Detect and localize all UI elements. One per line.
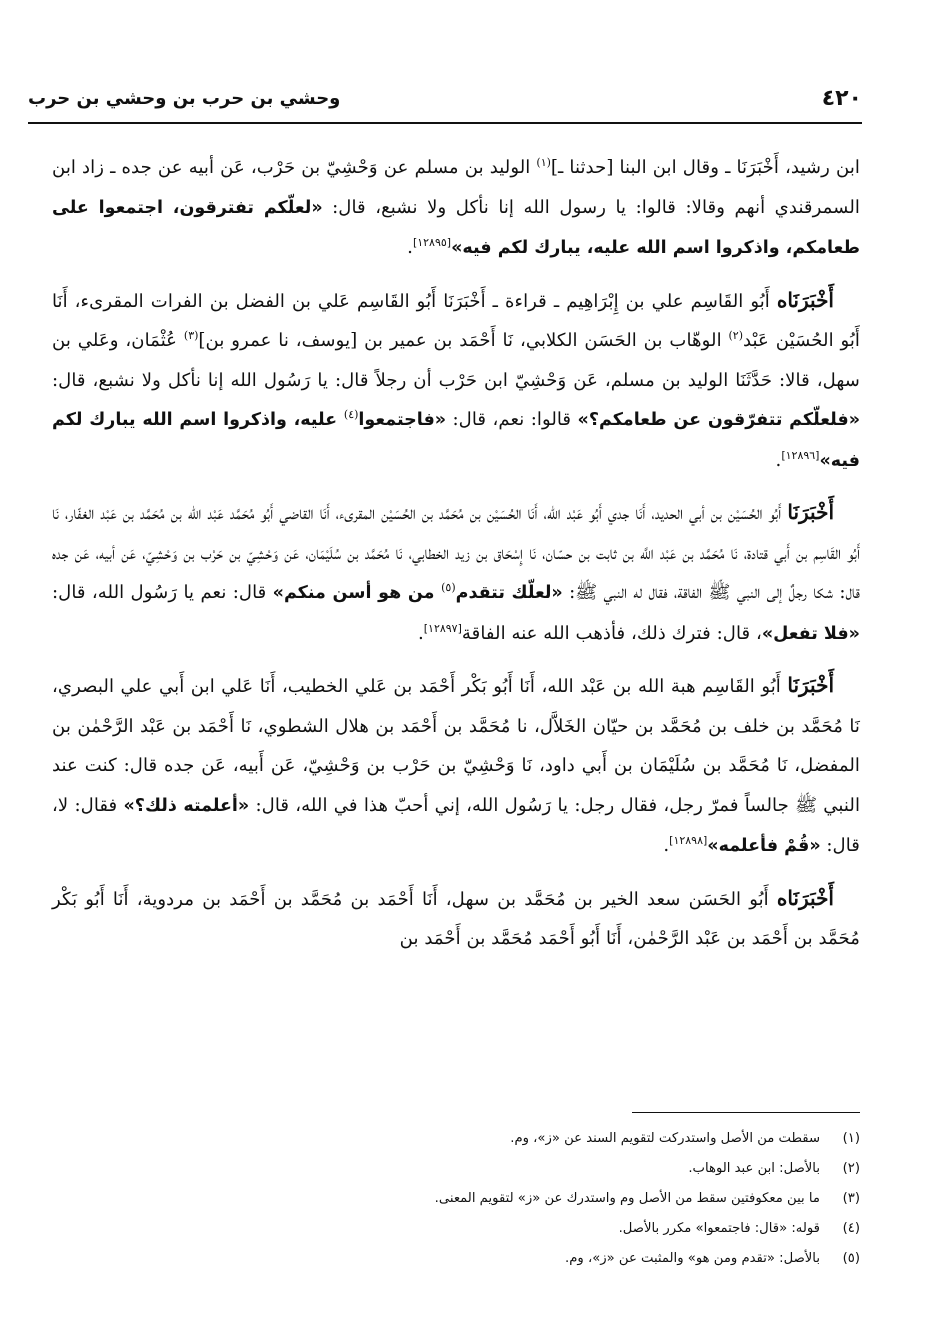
paragraph — [52, 666, 860, 867]
reference-number: [١٢٨٩٨] — [669, 833, 708, 847]
paragraph-text: الوليد بن مسلم عن وَحْشِيّ بن حَرْب، عَن أبيه عن جده ـ زاد ابن السمرقندي أنهم وقالا: قالوا: يا رسول الله إنا نأكل ولا نشبع، قال: — [52, 157, 860, 218]
footnote-marker: (١) — [536, 155, 551, 169]
footnote-text: سقطت من الأصل واستدركت لتقويم السند عن «ز»، وم. — [510, 1131, 820, 1146]
bold-quote: «لعلّك تتقدم — [455, 583, 563, 603]
paragraph — [52, 879, 860, 959]
paragraph-text: أَبُو القَاسِم هبة الله بن عَبْد الله، أَنَا أَبُو بَكْر أَحْمَد بن عَلي الخطيب، أَنَا عَلي ابن أَبي علي البصري، نَا مُحَمَّد بن خلف بن مُحَمَّد بن حيّان الخَلاَّل، نا مُحَمَّد بن أَحْمَد بن هلال الشطوي، نَا أَحْمَد بن عَبْد الرَّحْمٰن بن المفضل، نَا مُحَمَّد بن سُلَيْمَان بن أَبي داود، نَا وَحْشِيّ بن حَرْب بن وَحْشِيّ، عَن أَبيه، عَن جده قال: كنت عند النبي ﷺ جالساً فمرّ رجل، فقال رجل: يا رَسُول الله، إني أحبّ هذا في الله، قال: — [52, 676, 861, 816]
footnote-divider — [632, 1112, 860, 1113]
footnote-marker: (٣) — [183, 328, 199, 342]
paragraph — [52, 148, 860, 269]
paragraph — [52, 493, 860, 654]
footnote-number: (٢) — [842, 1161, 860, 1176]
bold-quote: «فاجتمعوا — [358, 410, 447, 430]
paragraph-text: . — [663, 835, 670, 856]
footnote-item — [200, 1184, 860, 1214]
footnote-item — [200, 1244, 860, 1274]
paragraph-text: قالوا: نعم، قال: — [446, 409, 578, 430]
bold-quote: من هو أسن منكم» — [272, 583, 442, 603]
running-title: وحشي بن حرب بن وحشي بن حرب — [28, 88, 341, 109]
main-text — [52, 148, 860, 959]
footnote-marker: (٤) — [343, 407, 359, 421]
reference-number: [١٢٨٩٦] — [781, 448, 820, 462]
paragraph-text: فقال: لا، قال: — [52, 794, 860, 856]
footnote-number: (٣) — [842, 1191, 860, 1206]
paragraph-text: . — [417, 622, 424, 644]
footnote-text: بالأصل: «تقدم ومن هو» والمثبت عن «ز»، وم. — [565, 1251, 820, 1266]
footnote-item — [200, 1124, 860, 1154]
bold-quote: «فلعلّكم تتفرّقون عن طعامكم؟» — [577, 410, 860, 430]
footnotes — [200, 1124, 860, 1274]
page-number: ٤٢٠ — [821, 86, 862, 111]
paragraph-text: أَبُو القَاسِم علي بن إِبْرَاهِيم ـ قراءة ـ أَخْبَرَنَا أَبُو القَاسِم عَلي بن الفضل بن الفرات المقرىء، أَنَا أَبُو الحُسَيْن عَبْد — [52, 290, 860, 351]
paragraph-text: أَبُو الحُسَيْن بن أبي الحديد، أَنَا جدي أَبُو عَبْد الله، أَنَا الحُسَيْن بن مُحَمَّد بن الحُسَيْن المقرىء، أَنَا القاضي أَبُو مُحَمَّد عَبْد الله بن مُحَمَّد بن عَبْد الغفّار، نَا أَبُو القَاسِم بن أَبي قتادة، نَا مُحَمَّد بن عَبْد اللَّه بن ثابت بن حسّان، نَا إِسْحَاق بن زيد الخطابي، نَا مُحَمَّد بن سُلَيْمَان، عَن وَحْشِيّ بن حَرْب بن وَحْشِيّ، عَن أبيه، عَن جده قال: شكا رجلٌ إلى النبي ﷺ الفاقة، فقال له النبي ﷺ: — [52, 503, 860, 603]
paragraph-text: ابن رشيد، أَخْبَرَنَا ـ وقال ابن البنا [حدثنا ـ] — [550, 157, 860, 178]
footnote-number: (٤) — [842, 1221, 860, 1236]
bold-quote: «فلا تفعل» — [761, 623, 860, 644]
footnote-number: (٥) — [842, 1251, 860, 1266]
paragraph — [52, 281, 860, 482]
reference-number: [١٢٨٩٧] — [423, 621, 462, 635]
bold-quote: «قُمْ فأعلمه» — [707, 836, 821, 856]
footnote-number: (١) — [842, 1131, 860, 1146]
paragraph-lead: أَخْبَرَنَاه — [776, 885, 834, 910]
footnote-text: بالأصل: ابن عبد الوهاب. — [688, 1161, 820, 1176]
paragraph-text: قال: نعم يا رَسُول الله، قال: — [52, 582, 273, 603]
footnote-item — [200, 1154, 860, 1184]
reference-number: [١٢٨٩٥] — [412, 235, 452, 249]
paragraph-text: الوهّاب بن الحَسَن الكلابي، نَا أَحْمَد بن عمير بن [يوسف، نا عمرو بن] — [198, 330, 729, 351]
bold-quote: «أعلمته ذلك؟» — [123, 795, 250, 816]
footnote-text: قوله: «قال: فاجتمعوا» مكرر بالأصل. — [618, 1221, 820, 1236]
page-header — [28, 78, 862, 124]
paragraph-lead: أَخْبَرَنَا — [787, 673, 834, 697]
paragraph-text: عُثْمَان، وعَلي بن سهل، قالا: حَدَّثَنَا الوليد بن مسلم، عَن وَحْشِيّ ابن حَرْب أن رجلاً قال: يا رَسُول الله إنا نأكل ولا نشبع، قال: — [52, 330, 860, 391]
bold-quote: «لعلّكم تفترقون، اجتمعوا على طعامكم، واذكروا اسم الله عليه، يبارك لكم فيه» — [52, 197, 860, 258]
footnote-marker: (٢) — [728, 328, 743, 342]
paragraph-text: أَبُو الحَسَن سعد الخير بن مُحَمَّد بن سهل، أَنَا أَحْمَد بن مُحَمَّد بن أَحْمَد بن مردوية، أَنَا أَبُو بَكْر مُحَمَّد بن أَحْمَد بن عَبْد الرَّحْمٰن، أَنَا أَبُو أَحْمَد مُحَمَّد بن أَحْمَد بن — [52, 888, 860, 949]
paragraph-lead: أَخْبَرَنَا — [787, 500, 834, 524]
paragraph-text: . — [775, 449, 782, 471]
footnote-item — [200, 1214, 860, 1244]
paragraph-lead: أَخْبَرَنَاه — [776, 287, 834, 312]
bold-quote: عليه، واذكروا اسم الله يبارك لكم فيه» — [52, 410, 860, 471]
footnote-text: ما بين معكوفتين سقط من الأصل وم واستدرك عن «ز» لتقويم المعنى. — [434, 1191, 820, 1206]
footnote-marker: (٥) — [441, 580, 456, 594]
paragraph-text: . — [407, 237, 413, 258]
paragraph-text: ، قال: فترك ذلك، فأذهب الله عنه الفاقة — [461, 622, 762, 644]
